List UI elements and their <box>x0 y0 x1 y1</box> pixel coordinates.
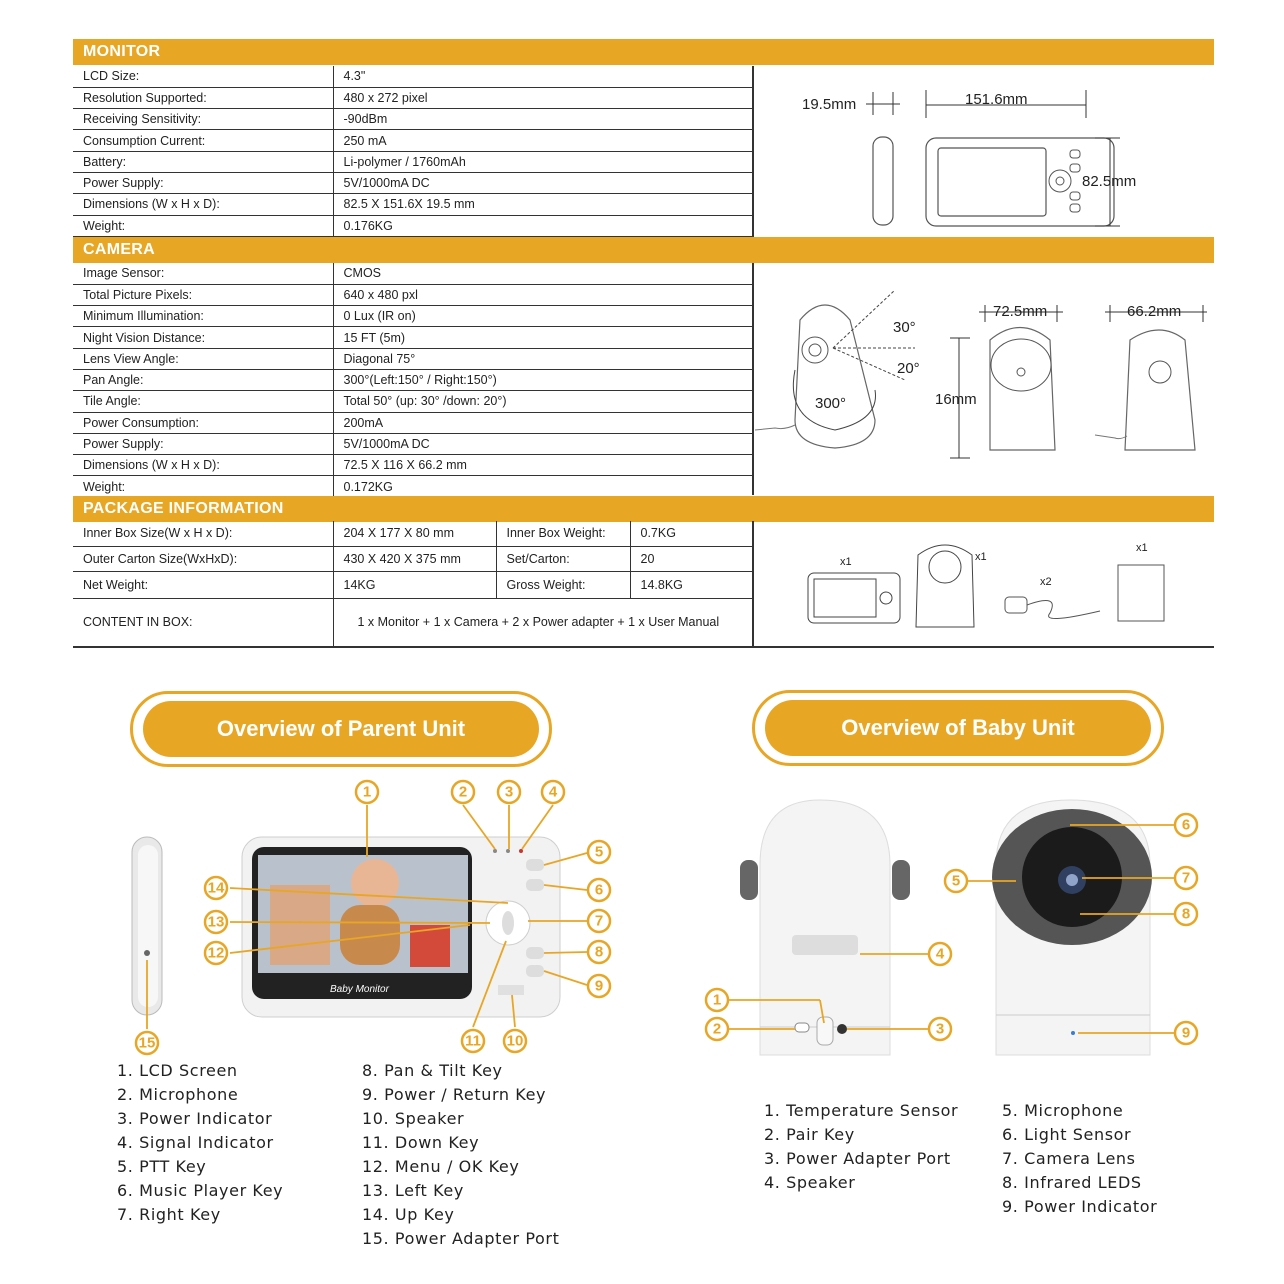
callout-number: 10 <box>506 1032 524 1050</box>
section-camera-header: CAMERA <box>73 237 1214 263</box>
spec-label: Pan Angle: <box>73 369 333 390</box>
callout-number: 9 <box>1181 1024 1191 1042</box>
spec-row <box>73 66 753 87</box>
adapter-qty: x2 <box>1040 576 1052 588</box>
content-in-box-value: 1 x Monitor + 1 x Camera + 2 x Power adapter + 1 x User Manual <box>333 598 753 646</box>
section-package-header: PACKAGE INFORMATION <box>73 496 1214 522</box>
camera-height-label: 16mm <box>935 391 977 408</box>
legend-item: 1. Temperature Sensor <box>764 1101 959 1120</box>
spec-row <box>73 476 753 497</box>
spec-row <box>73 369 753 390</box>
callout-number: 5 <box>594 843 604 861</box>
callout-number: 15 <box>138 1034 156 1052</box>
baby-unit-title: Overview of Baby Unit <box>765 700 1151 756</box>
legend-item: 4. Speaker <box>764 1173 856 1192</box>
callout-number: 12 <box>207 944 225 962</box>
pan-angle-label: 300° <box>815 395 847 412</box>
legend-item: 7. Camera Lens <box>1002 1149 1136 1168</box>
monitor-qty: x1 <box>840 556 852 568</box>
legend-item: 6. Music Player Key <box>117 1181 284 1200</box>
spec-label: LCD Size: <box>73 66 333 87</box>
spec-row <box>73 194 753 215</box>
spec-value: -90dBm <box>333 109 753 130</box>
legend-item: 8. Infrared LEDS <box>1002 1173 1142 1192</box>
camera-dimension-drawing <box>755 280 1210 480</box>
parent-unit-title-pill <box>130 691 552 767</box>
section-monitor-header: MONITOR <box>73 39 1214 65</box>
package-contents-drawing <box>800 535 1180 635</box>
callout-number: 8 <box>1181 905 1191 923</box>
baby-unit-title-pill <box>752 690 1164 766</box>
gross-weight-label: Gross Weight: <box>496 571 630 598</box>
callout-number: 7 <box>1181 869 1191 887</box>
spec-label: Night Vision Distance: <box>73 327 333 348</box>
camera-depth-label: 66.2mm <box>1127 303 1182 320</box>
spec-value: Diagonal 75° <box>333 348 753 369</box>
callout-number: 2 <box>458 783 468 801</box>
spec-row <box>73 151 753 172</box>
monitor-width-label: 151.6mm <box>965 91 1028 108</box>
baby-unit-callouts <box>700 785 1210 1075</box>
spec-value: 0 Lux (IR on) <box>333 306 753 327</box>
inner-weight-label: Inner Box Weight: <box>496 521 630 546</box>
spec-label: Consumption Current: <box>73 130 333 151</box>
spec-row <box>73 172 753 193</box>
spec-value: 15 FT (5m) <box>333 327 753 348</box>
outer-carton-value: 430 X 420 X 375 mm <box>333 546 496 571</box>
table-divider <box>752 66 754 237</box>
inner-box-value: 204 X 177 X 80 mm <box>333 521 496 546</box>
spec-row <box>73 348 753 369</box>
spec-label: Tile Angle: <box>73 391 333 412</box>
legend-item: 9. Power Indicator <box>1002 1197 1158 1216</box>
legend-item: 14. Up Key <box>362 1205 455 1224</box>
callout-number: 1 <box>362 783 372 801</box>
baby-legend-right <box>1002 1099 1157 1219</box>
manual-qty: x1 <box>1136 542 1148 554</box>
tilt-down-label: 20° <box>897 360 920 377</box>
spec-value: 300°(Left:150° / Right:150°) <box>333 369 753 390</box>
tilt-up-label: 30° <box>893 319 916 336</box>
spec-row <box>73 327 753 348</box>
inner-box-label: Inner Box Size(W x H x D): <box>73 521 333 546</box>
spec-label: Dimensions (W x H x D): <box>73 194 333 215</box>
spec-value: 82.5 X 151.6X 19.5 mm <box>333 194 753 215</box>
legend-item: 12. Menu / OK Key <box>362 1157 520 1176</box>
spec-row <box>73 215 753 236</box>
baby-legend-left <box>764 1099 958 1195</box>
legend-item: 4. Signal Indicator <box>117 1133 274 1152</box>
net-weight-label: Net Weight: <box>73 571 333 598</box>
spec-label: Lens View Angle: <box>73 348 333 369</box>
legend-item: 2. Pair Key <box>764 1125 855 1144</box>
callout-number: 7 <box>594 912 604 930</box>
spec-row <box>73 306 753 327</box>
spec-row <box>73 433 753 454</box>
callout-number: 4 <box>935 945 945 963</box>
spec-value: 0.176KG <box>333 215 753 236</box>
spec-row <box>73 109 753 130</box>
spec-value: 250 mA <box>333 130 753 151</box>
legend-item: 7. Right Key <box>117 1205 221 1224</box>
spec-value: 5V/1000mA DC <box>333 172 753 193</box>
screen-caption: Baby Monitor <box>330 984 389 995</box>
callout-number: 1 <box>712 991 722 1009</box>
table-divider <box>752 263 754 495</box>
legend-item: 6. Light Sensor <box>1002 1125 1132 1144</box>
net-weight-value: 14KG <box>333 571 496 598</box>
spec-label: Dimensions (W x H x D): <box>73 455 333 476</box>
spec-value: 4.3" <box>333 66 753 87</box>
spec-label: Power Supply: <box>73 172 333 193</box>
gross-weight-value: 14.8KG <box>630 571 753 598</box>
callout-number: 2 <box>712 1020 722 1038</box>
inner-weight-value: 0.7KG <box>630 521 753 546</box>
spec-label: Receiving Sensitivity: <box>73 109 333 130</box>
package-table <box>73 521 753 647</box>
callout-number: 4 <box>548 783 558 801</box>
spec-value: 72.5 X 116 X 66.2 mm <box>333 455 753 476</box>
legend-item: 15. Power Adapter Port <box>362 1229 560 1248</box>
spec-row <box>73 391 753 412</box>
spec-value: Li-polymer / 1760mAh <box>333 151 753 172</box>
legend-item: 3. Power Adapter Port <box>764 1149 951 1168</box>
monitor-depth-label: 19.5mm <box>802 96 857 113</box>
spec-value: 0.172KG <box>333 476 753 497</box>
legend-item: 13. Left Key <box>362 1181 464 1200</box>
legend-item: 2. Microphone <box>117 1085 239 1104</box>
legend-item: 10. Speaker <box>362 1109 465 1128</box>
outer-carton-label: Outer Carton Size(WxHxD): <box>73 546 333 571</box>
callout-number: 9 <box>594 977 604 995</box>
spec-value: 200mA <box>333 412 753 433</box>
spec-row <box>73 263 753 284</box>
spec-value: 5V/1000mA DC <box>333 433 753 454</box>
spec-label: Battery: <box>73 151 333 172</box>
monitor-dimension-drawing <box>790 80 1170 240</box>
spec-label: Power Supply: <box>73 433 333 454</box>
legend-item: 1. LCD Screen <box>117 1061 238 1080</box>
spec-label: Power Consumption: <box>73 412 333 433</box>
callout-number: 3 <box>504 783 514 801</box>
spec-label: Weight: <box>73 476 333 497</box>
spec-value: 480 x 272 pixel <box>333 87 753 108</box>
spec-label: Minimum Illumination: <box>73 306 333 327</box>
monitor-spec-table <box>73 66 753 237</box>
monitor-height-label: 82.5mm <box>1082 173 1137 190</box>
parent-legend-left <box>117 1059 283 1227</box>
parent-unit-title: Overview of Parent Unit <box>143 701 539 757</box>
spec-row <box>73 284 753 305</box>
spec-label: Total Picture Pixels: <box>73 284 333 305</box>
legend-item: 5. Microphone <box>1002 1101 1124 1120</box>
spec-row <box>73 455 753 476</box>
legend-item: 5. PTT Key <box>117 1157 207 1176</box>
legend-item: 3. Power Indicator <box>117 1109 273 1128</box>
legend-item: 8. Pan & Tilt Key <box>362 1061 503 1080</box>
callout-number: 14 <box>207 879 225 897</box>
callout-number: 3 <box>935 1020 945 1038</box>
content-in-box-label: CONTENT IN BOX: <box>73 598 333 646</box>
legend-item: 11. Down Key <box>362 1133 480 1152</box>
callout-number: 8 <box>594 943 604 961</box>
set-carton-label: Set/Carton: <box>496 546 630 571</box>
spec-label: Image Sensor: <box>73 263 333 284</box>
spec-row <box>73 87 753 108</box>
spec-value: Total 50° (up: 30° /down: 20°) <box>333 391 753 412</box>
parent-legend-right <box>362 1059 559 1251</box>
callout-number: 6 <box>594 881 604 899</box>
parent-unit-callouts <box>120 775 620 1060</box>
camera-width-label: 72.5mm <box>993 303 1048 320</box>
spec-row <box>73 130 753 151</box>
spec-label: Weight: <box>73 215 333 236</box>
set-carton-value: 20 <box>630 546 753 571</box>
callout-number: 13 <box>207 913 225 931</box>
table-divider <box>752 521 754 647</box>
legend-item: 9. Power / Return Key <box>362 1085 547 1104</box>
spec-value: CMOS <box>333 263 753 284</box>
callout-number: 6 <box>1181 816 1191 834</box>
camera-qty: x1 <box>975 551 987 563</box>
callout-number: 11 <box>465 1032 481 1050</box>
spec-label: Resolution Supported: <box>73 87 333 108</box>
callout-number: 5 <box>951 872 961 890</box>
table-bottom-rule <box>73 646 1214 648</box>
spec-row <box>73 412 753 433</box>
camera-spec-table <box>73 263 753 498</box>
spec-value: 640 x 480 pxl <box>333 284 753 305</box>
